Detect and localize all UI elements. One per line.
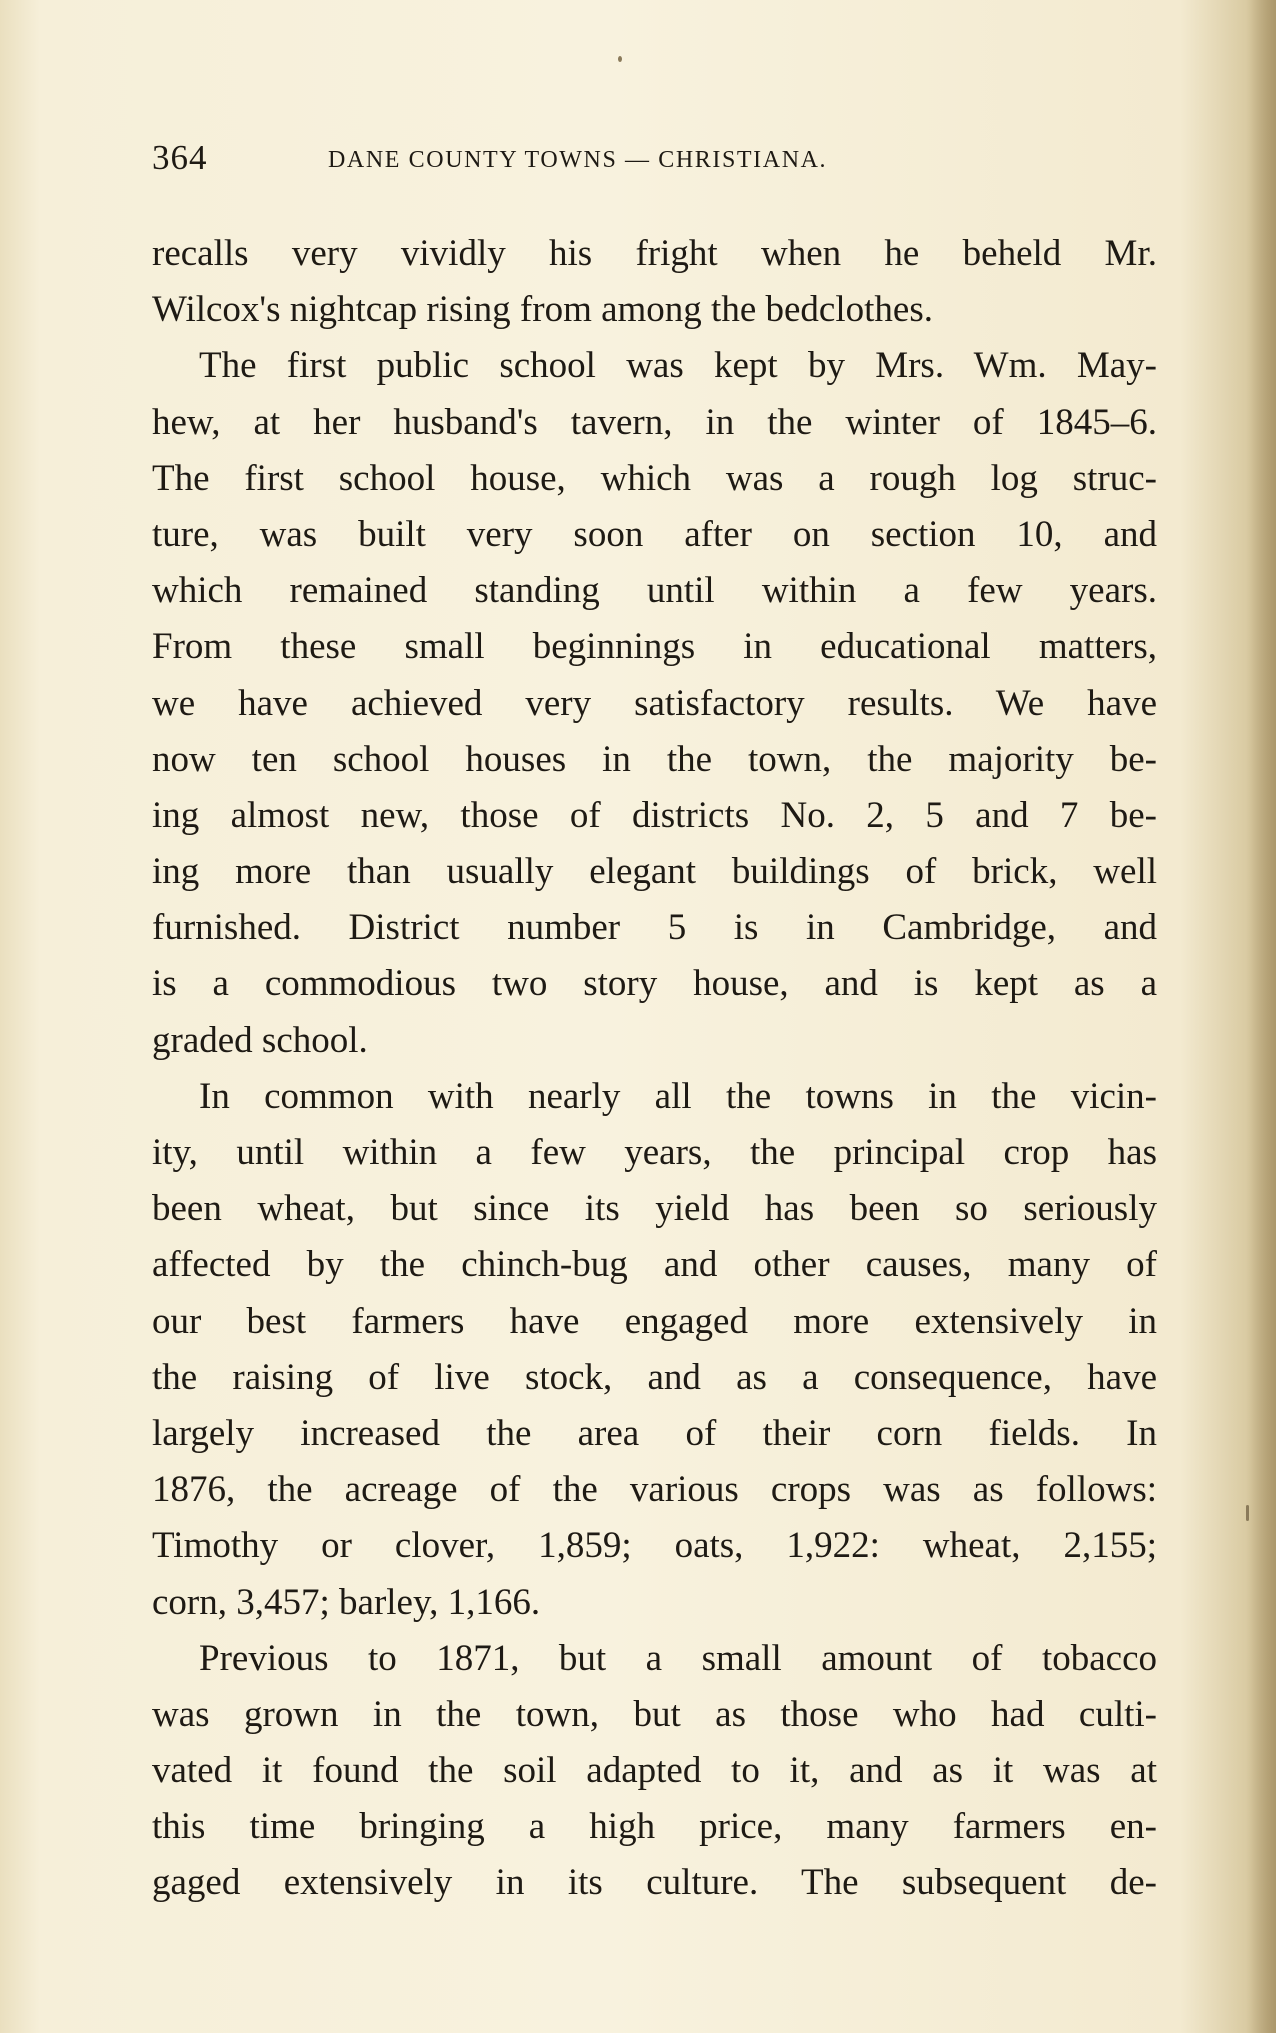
paragraph-first-line: The first public school was kept by Mrs. Wm. May- — [199, 345, 1157, 387]
text-line: this time bringing a high price, many farmers en- — [152, 1806, 1157, 1848]
text-line: been wheat, but since its yield has been so seriously — [152, 1188, 1157, 1230]
paragraph-last-line: corn, 3,457; barley, 1,166. — [152, 1581, 541, 1623]
text-line: ing more than usually elegant buildings of brick, well — [152, 851, 1157, 893]
text-line: vated it found the soil adapted to it, and as it was at — [152, 1750, 1157, 1792]
body-text — [152, 226, 1157, 1912]
running-head-title: DANE COUNTY TOWNS — CHRISTIANA. — [328, 147, 828, 173]
text-line: ing almost new, those of districts No. 2, 5 and 7 be- — [152, 794, 1157, 836]
text-line: largely increased the area of their corn fields. In — [152, 1412, 1157, 1454]
text-line: hew, at her husband's tavern, in the winter of 1845–6. — [152, 401, 1157, 443]
text-line: we have achieved very satisfactory results. We have — [152, 682, 1157, 724]
text-line: ture, was built very soon after on section 10, and — [152, 513, 1157, 555]
text-line: was grown in the town, but as those who had culti- — [152, 1693, 1157, 1735]
text-line: our best farmers have engaged more extensively in — [152, 1300, 1157, 1342]
text-line: The first school house, which was a rough log struc- — [152, 457, 1157, 499]
page-edge-shadow — [1246, 0, 1276, 2033]
paper-speck — [1246, 1505, 1249, 1521]
text-line: the raising of live stock, and as a consequence, have — [152, 1356, 1157, 1398]
paragraph-last-line: graded school. — [152, 1019, 368, 1061]
text-line: Wilcox's nightcap rising from among the bedclothes. — [152, 289, 933, 331]
text-line: recalls very vividly his fright when he beheld Mr. — [152, 233, 1157, 274]
text-line: affected by the chinch-bug and other causes, many of — [152, 1244, 1157, 1286]
text-line: is a commodious two story house, and is kept as a — [152, 963, 1157, 1005]
text-line: 1876, the acreage of the various crops was as follows: — [152, 1469, 1157, 1511]
page-number: 364 — [152, 138, 208, 177]
text-line: which remained standing until within a few years. — [152, 570, 1157, 612]
text-line: furnished. District number 5 is in Cambridge, and — [152, 907, 1157, 949]
running-head — [152, 138, 1152, 178]
text-line: Timothy or clover, 1,859; oats, 1,922: wheat, 2,155; — [152, 1525, 1157, 1567]
paragraph-first-line: In common with nearly all the towns in the vicin- — [199, 1075, 1157, 1117]
text-line: now ten school houses in the town, the majority be- — [152, 738, 1157, 780]
text-line: From these small beginnings in educational matters, — [152, 626, 1157, 668]
text-line: gaged extensively in its culture. The subsequent de- — [152, 1862, 1157, 1904]
paper-speck — [618, 56, 622, 62]
paragraph-first-line: Previous to 1871, but a small amount of tobacco — [199, 1637, 1157, 1679]
text-line: ity, until within a few years, the principal crop has — [152, 1132, 1157, 1173]
